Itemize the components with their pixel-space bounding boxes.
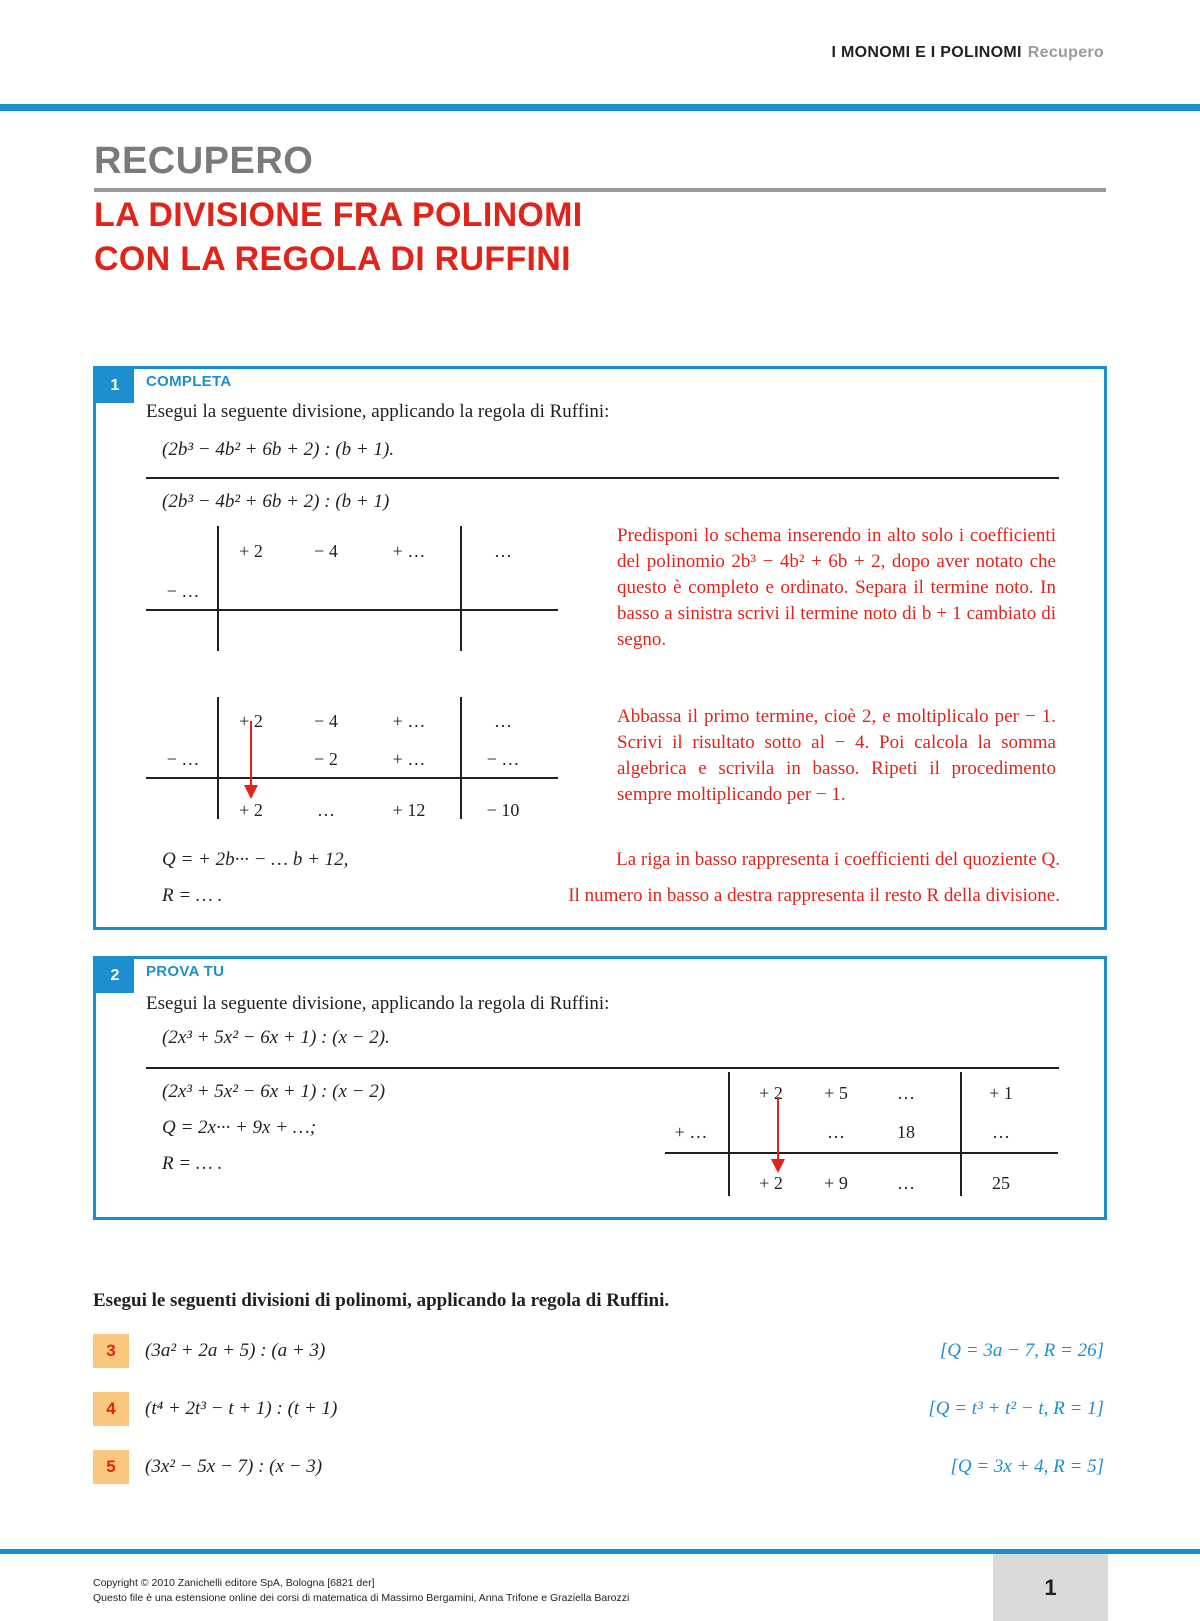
product: … (827, 1122, 845, 1142)
credits-text: Questo file è una estensione online dei corsi di matematica di Massimo Bergamini, Anna Trifone e Graziella Barozzi (93, 1592, 630, 1604)
product: − 2 (314, 749, 338, 769)
divider (146, 1067, 1059, 1069)
known-term: … (494, 711, 512, 731)
remainder: − 10 (486, 800, 520, 820)
coefficient: + … (392, 541, 426, 561)
quotient-coefficient: + 12 (392, 800, 426, 820)
division-expression: (2b³ − 4b² + 6b + 2) : (b + 1) (162, 491, 390, 512)
product: − … (486, 749, 520, 769)
exercise-answer: [Q = 3x + 4, R = 5] (950, 1456, 1104, 1477)
remainder-line: R = … . (162, 1153, 223, 1174)
product: 18 (897, 1122, 915, 1142)
quotient-coefficient: + 2 (239, 800, 263, 820)
quotient-coefficient: … (897, 1173, 915, 1193)
exercise-expression: (3a² + 2a + 5) : (a + 3) (145, 1340, 326, 1361)
remainder-line: R = … . (162, 885, 223, 906)
divisor-root: + … (674, 1122, 708, 1142)
divider (146, 477, 1059, 479)
exercise-2-box (93, 956, 1107, 1220)
scheme-horizontal (146, 609, 558, 611)
arrow-down-icon (244, 721, 258, 799)
scheme-vertical-left (217, 526, 219, 651)
scheme-vertical-left (217, 697, 219, 819)
quotient-coefficient: + 9 (824, 1173, 848, 1193)
exercise-expression: (3x² − 5x − 7) : (x − 3) (145, 1456, 323, 1477)
scheme-vertical-right (460, 697, 462, 819)
coefficient: + 2 (759, 1083, 783, 1103)
coefficient: − 4 (314, 541, 338, 561)
scheme-horizontal (665, 1152, 1058, 1154)
section-title-line2: CON LA REGOLA DI RUFFINI (94, 240, 571, 278)
divisor-root: − … (166, 581, 200, 601)
scheme-vertical-left (728, 1072, 730, 1196)
exercise-instruction: Esegui la seguente divisione, applicando la regola di Ruffini: (146, 993, 610, 1014)
exercise-expression: (t⁴ + 2t³ − t + 1) : (t + 1) (145, 1398, 338, 1419)
running-header (831, 44, 1104, 62)
exercise-tag: COMPLETA (146, 373, 232, 390)
arrow-down-icon (771, 1097, 785, 1173)
exercise-number: 3 (93, 1334, 129, 1368)
coefficient: + … (392, 711, 426, 731)
header-subtitle: Recupero (1027, 44, 1104, 61)
exercise-number: 4 (93, 1392, 129, 1426)
header-title: I MONOMI E I POLINOMI (831, 44, 1022, 61)
product: … (992, 1122, 1010, 1142)
exercises-intro: Esegui le seguenti divisioni di polinomi, applicando la regola di Ruffini. (93, 1290, 670, 1311)
section-title-line1: LA DIVISIONE FRA POLINOMI (94, 196, 583, 234)
page-number: 1 (993, 1554, 1108, 1621)
coefficient: + 2 (239, 711, 263, 731)
coefficient: − 4 (314, 711, 338, 731)
exercise-answer: [Q = 3a − 7, R = 26] (939, 1340, 1104, 1361)
hint-text-1: Predisponi lo schema inserendo in alto solo i coefficienti del polinomio 2b³ − 4b² + 6b + 2, dopo aver notato che questo è completo e ordinato. Separa il termine noto. In basso a sinistra scrivi il termine noto di b + 1 cambiato di segno. (617, 525, 1056, 650)
remainder-note: Il numero in basso a destra rappresenta il resto R della divisione. (568, 885, 1060, 906)
quotient-coefficient: … (317, 800, 335, 820)
exercise-number: 5 (93, 1450, 129, 1484)
title-divider (94, 188, 1106, 192)
coefficient: + 5 (824, 1083, 848, 1103)
known-term: … (494, 541, 512, 561)
exercise-number: 2 (96, 959, 134, 993)
copyright-text: Copyright © 2010 Zanichelli editore SpA, Bologna [6821 der] (93, 1577, 375, 1589)
quotient-line: Q = 2x··· + 9x + …; (162, 1117, 317, 1138)
exercise-expression: (2x³ + 5x² − 6x + 1) : (x − 2). (162, 1027, 390, 1048)
scheme-horizontal (146, 777, 558, 779)
coefficient: … (897, 1083, 915, 1103)
scheme-vertical-right (960, 1072, 962, 1196)
quotient-note: La riga in basso rappresenta i coefficienti del quoziente Q. (616, 849, 1060, 870)
header-rule (0, 104, 1200, 111)
hint-text-2: Abbassa il primo termine, cioè 2, e moltiplicalo per − 1. Scrivi il risultato sotto al − 4. Poi calcola la somma algebrica e scrivila in basso. Ripeti il procedimento sempre moltiplicando per − 1. (617, 706, 1056, 805)
product: + … (392, 749, 426, 769)
exercise-expression: (2b³ − 4b² + 6b + 2) : (b + 1). (162, 439, 395, 460)
scheme-vertical-right (460, 526, 462, 651)
exercise-tag: PROVA TU (146, 963, 225, 980)
page-title: RECUPERO (94, 140, 314, 182)
exercise-instruction: Esegui la seguente divisione, applicando la regola di Ruffini: (146, 401, 610, 422)
remainder: 25 (992, 1173, 1010, 1193)
quotient-coefficient: + 2 (759, 1173, 783, 1193)
quotient-line: Q = + 2b··· − … b + 12, (162, 849, 349, 870)
exercise-number: 1 (96, 369, 134, 403)
exercise-1-box (93, 366, 1107, 930)
known-term: + 1 (989, 1083, 1013, 1103)
divisor-root: − … (166, 749, 200, 769)
coefficient: + 2 (239, 541, 263, 561)
exercise-answer: [Q = t³ + t² − t, R = 1] (928, 1398, 1104, 1419)
division-expression: (2x³ + 5x² − 6x + 1) : (x − 2) (162, 1081, 386, 1102)
